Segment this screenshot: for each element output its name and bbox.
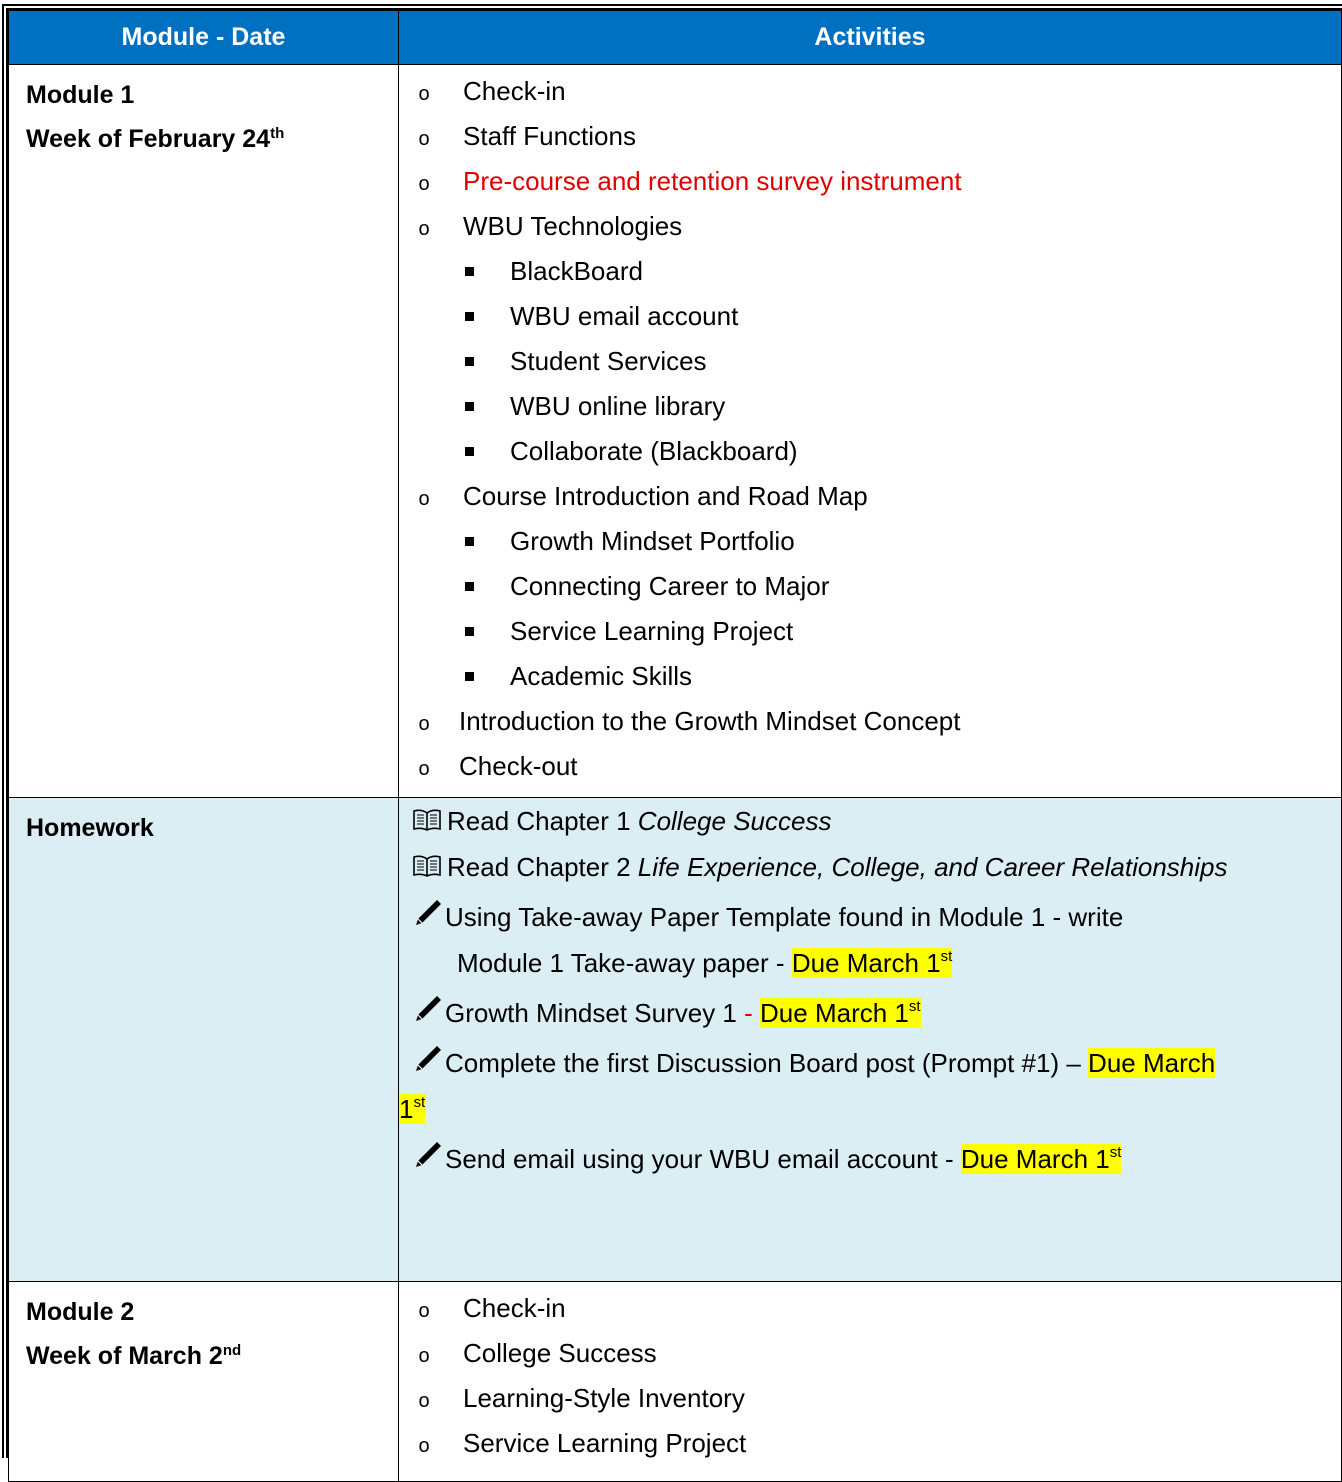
due-date-highlight: Due March: [1088, 1048, 1216, 1078]
list-item: [399, 1286, 1341, 1331]
circle-bullet-icon: o: [418, 1390, 430, 1412]
list-item: [399, 744, 1341, 789]
pencil-icon: [413, 994, 443, 1024]
module-2-week: Week of March 2nd: [26, 1342, 242, 1370]
module-2-activities-cell: [399, 1282, 1342, 1482]
activity-label: Check-out: [459, 751, 578, 781]
open-book-icon: [413, 809, 441, 831]
list-item: [399, 204, 1341, 249]
circle-bullet-icon: o: [418, 758, 430, 780]
list-item: [399, 519, 1341, 564]
circle-bullet-icon: o: [418, 128, 430, 150]
circle-bullet-icon: o: [418, 488, 430, 510]
due-date-highlight: 1st: [399, 1094, 426, 1124]
list-item: [399, 699, 1341, 744]
circle-bullet-icon: o: [418, 83, 430, 105]
header-module-date: Module - Date: [9, 11, 399, 65]
schedule-table: [8, 10, 1342, 1482]
list-item: [399, 1331, 1341, 1376]
reading-task-1: Read Chapter 1 College Success: [399, 798, 1341, 844]
list-item: [399, 294, 1341, 339]
circle-bullet-icon: o: [418, 1345, 430, 1367]
square-bullet-icon: [465, 447, 474, 456]
circle-bullet-icon: o: [418, 713, 430, 735]
module-1-week: Week of February 24th: [26, 125, 285, 153]
writing-task-1: Using Take-away Paper Template found in Module 1 - write: [399, 894, 1341, 940]
list-item: [399, 609, 1341, 654]
square-bullet-icon: [465, 267, 474, 276]
module-1-activity-list: [399, 65, 1341, 789]
activity-label: BlackBoard: [510, 256, 643, 286]
writing-task-1-cont: Module 1 Take-away paper - Due March 1st: [457, 948, 953, 978]
pencil-icon: [413, 898, 443, 928]
list-item: [399, 654, 1341, 699]
module-2-activity-list: [399, 1282, 1341, 1466]
activity-label: Academic Skills: [510, 661, 693, 691]
square-bullet-icon: [465, 672, 474, 681]
list-item: [399, 249, 1341, 294]
list-item: [399, 1421, 1341, 1466]
list-item: [399, 339, 1341, 384]
writing-task-4: Send email using your WBU email account - Due March 1st: [399, 1136, 1341, 1182]
due-date-highlight: Due March 1st: [760, 998, 921, 1028]
activity-label: Connecting Career to Major: [510, 571, 830, 601]
square-bullet-icon: [465, 357, 474, 366]
module-2-row: [9, 1282, 1342, 1482]
module-1-row: [9, 65, 1342, 798]
writing-task-2: Growth Mindset Survey 1 - Due March 1st: [399, 990, 1341, 1036]
pencil-icon: [413, 1044, 443, 1074]
list-item: [399, 159, 1341, 204]
activity-label: Check-in: [463, 1293, 566, 1323]
activity-label: Student Services: [510, 346, 707, 376]
list-item: [399, 384, 1341, 429]
homework-label-cell: [9, 798, 399, 1282]
circle-bullet-icon: o: [418, 173, 430, 195]
homework-row: [9, 798, 1342, 1282]
writing-task-3: Complete the first Discussion Board post (Prompt #1) – Due March: [399, 1040, 1341, 1086]
activity-label: WBU Technologies: [463, 211, 683, 241]
module-1-date-cell: [9, 65, 399, 798]
activity-label: College Success: [463, 1338, 657, 1368]
square-bullet-icon: [465, 627, 474, 636]
reading-task-2: Read Chapter 2 Life Experience, College, and Career Relationships: [399, 844, 1341, 890]
list-item: [399, 114, 1341, 159]
square-bullet-icon: [465, 582, 474, 591]
module-2-date-cell: [9, 1282, 399, 1482]
module-1-activities-cell: [399, 65, 1342, 798]
homework-tasks-cell: [399, 798, 1342, 1282]
activity-label: Learning-Style Inventory: [463, 1383, 745, 1413]
activity-label: Staff Functions: [463, 121, 636, 151]
square-bullet-icon: [465, 537, 474, 546]
activity-label: WBU email account: [510, 301, 739, 331]
pencil-icon: [413, 1140, 443, 1170]
activity-label: Service Learning Project: [510, 616, 794, 646]
list-item: [399, 474, 1341, 519]
list-item: [399, 564, 1341, 609]
circle-bullet-icon: o: [418, 1300, 430, 1322]
circle-bullet-icon: o: [418, 1435, 430, 1457]
square-bullet-icon: [465, 402, 474, 411]
writing-task-3-cont: [399, 1086, 1341, 1132]
due-date-highlight: Due March 1st: [960, 1144, 1122, 1174]
table-header-row: [9, 11, 1342, 65]
open-book-icon: [413, 855, 441, 877]
homework-label: Homework: [26, 814, 154, 842]
list-item: [399, 429, 1341, 474]
module-1-title: Module 1: [26, 81, 135, 109]
activity-label: WBU online library: [510, 391, 726, 421]
circle-bullet-icon: o: [418, 218, 430, 240]
list-item: [399, 69, 1341, 114]
activity-label: Collaborate (Blackboard): [510, 436, 798, 466]
module-2-title: Module 2: [26, 1298, 135, 1326]
activity-label: Course Introduction and Road Map: [463, 481, 868, 511]
activity-label: Service Learning Project: [463, 1428, 747, 1458]
activity-label: Pre-course and retention survey instrument: [463, 166, 962, 196]
list-item: [399, 1376, 1341, 1421]
activity-label: Growth Mindset Portfolio: [510, 526, 795, 556]
header-activities: Activities: [399, 11, 1342, 65]
activity-label: Check-in: [463, 76, 566, 106]
activity-label: Introduction to the Growth Mindset Concept: [459, 706, 961, 736]
square-bullet-icon: [465, 312, 474, 321]
due-date-highlight: Due March 1st: [791, 948, 953, 978]
